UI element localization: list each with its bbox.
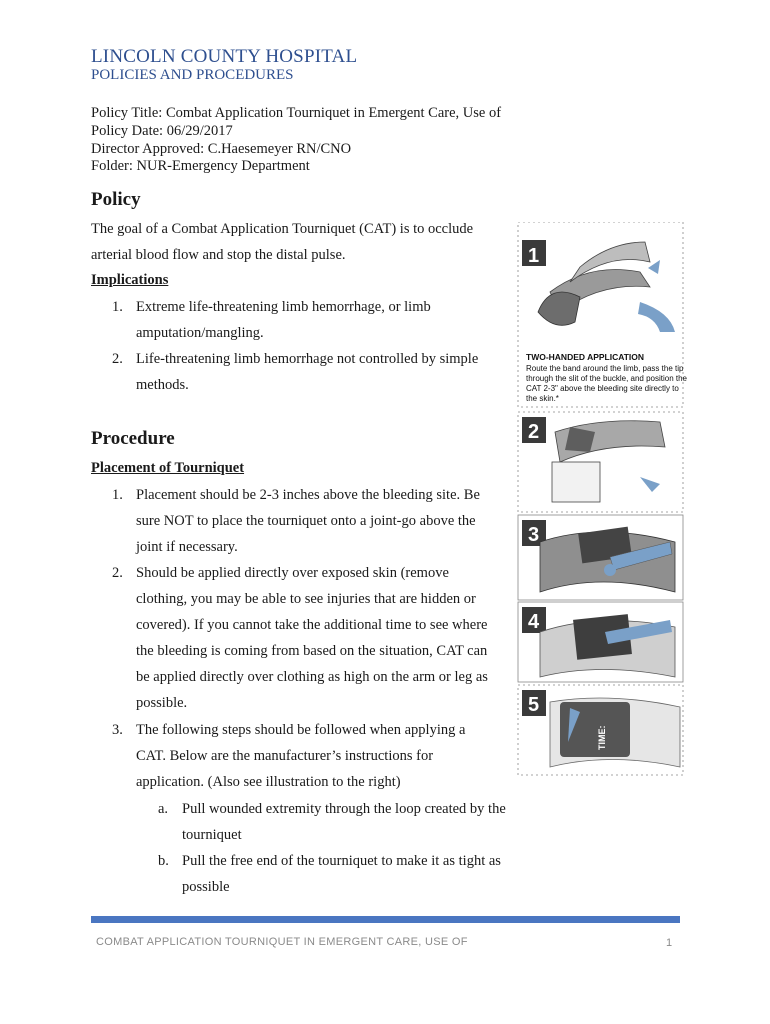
page-number: 1 bbox=[666, 937, 673, 949]
list-line: Pull the free end of the tourniquet to make it as tight as bbox=[182, 853, 501, 869]
implications-label: Implications bbox=[91, 272, 169, 288]
caption-line: through the slit of the buckle, and position the bbox=[526, 374, 687, 383]
policy-heading: Policy bbox=[91, 189, 141, 210]
list-number: 1. bbox=[112, 487, 123, 503]
list-line: possible. bbox=[136, 695, 188, 711]
list-line: Should be applied directly over exposed skin (remove bbox=[136, 565, 449, 581]
list-line: Pull wounded extremity through the loop created by the bbox=[182, 801, 506, 817]
caption-line: the skin.* bbox=[526, 394, 559, 403]
step-4-panel bbox=[518, 602, 683, 682]
policy-text-line2: arterial blood flow and stop the distal pulse. bbox=[91, 247, 346, 263]
list-number: 1. bbox=[112, 299, 123, 315]
list-letter: b. bbox=[158, 853, 169, 869]
list-number: 3. bbox=[112, 722, 123, 738]
caption-line: CAT 2-3" above the bleeding site directly to bbox=[526, 384, 679, 393]
policy-title: Policy Title: Combat Application Tourniquet in Emergent Care, Use of bbox=[91, 105, 502, 121]
step-1-panel bbox=[518, 222, 688, 407]
list-line: methods. bbox=[136, 377, 189, 393]
list-line: Life-threatening limb hemorrhage not controlled by simple bbox=[136, 351, 479, 367]
step-1-number: 1 bbox=[528, 245, 540, 267]
step-5-number: 5 bbox=[528, 694, 540, 716]
list-number: 2. bbox=[112, 351, 123, 367]
list-line: possible bbox=[182, 879, 230, 895]
policy-text-line1: The goal of a Combat Application Tourniquet (CAT) is to occlude bbox=[91, 221, 474, 237]
list-line: Placement should be 2-3 inches above the bleeding site. Be bbox=[136, 487, 480, 503]
list-line: The following steps should be followed when applying a bbox=[136, 722, 466, 738]
list-line: joint if necessary. bbox=[136, 539, 238, 555]
list-line: be applied directly over clothing as high on the arm or leg as bbox=[136, 669, 488, 685]
footer-bar bbox=[91, 916, 680, 923]
policies-subtitle: POLICIES AND PROCEDURES bbox=[91, 67, 294, 83]
footer-title: COMBAT APPLICATION TOURNIQUET IN EMERGENT CARE, USE OF bbox=[96, 936, 468, 948]
caption-line: Route the band around the limb, pass the tip bbox=[526, 364, 684, 373]
step-3-panel bbox=[518, 515, 683, 600]
policy-date: Policy Date: 06/29/2017 bbox=[91, 123, 233, 139]
list-line: amputation/mangling. bbox=[136, 325, 264, 341]
list-letter: a. bbox=[158, 801, 169, 817]
list-line: covered). If you cannot take the additional time to see where bbox=[136, 617, 488, 633]
list-line: sure NOT to place the tourniquet onto a joint-go above the bbox=[136, 513, 476, 529]
list-line: application. (Also see illustration to the right) bbox=[136, 774, 401, 790]
list-line: tourniquet bbox=[182, 827, 242, 843]
list-line: the bleeding is coming from based on the situation, CAT can bbox=[136, 643, 488, 659]
tourniquet-illustration bbox=[510, 222, 690, 782]
list-number: 2. bbox=[112, 565, 123, 581]
step-3-number: 3 bbox=[528, 524, 540, 546]
director-approved: Director Approved: C.Haesemeyer RN/CNO bbox=[91, 141, 352, 157]
step-2-panel bbox=[518, 412, 683, 512]
list-line: CAT. Below are the manufacturer’s instructions for bbox=[136, 748, 434, 764]
step-5-panel bbox=[518, 685, 683, 775]
step-4-number: 4 bbox=[528, 611, 540, 633]
step-2-number: 2 bbox=[528, 421, 540, 443]
time-label: TIME: bbox=[597, 725, 607, 750]
list-line: Extreme life-threatening limb hemorrhage, or limb bbox=[136, 299, 431, 315]
placement-label: Placement of Tourniquet bbox=[91, 460, 245, 476]
caption-title: TWO-HANDED APPLICATION bbox=[526, 352, 645, 362]
procedure-heading: Procedure bbox=[91, 428, 175, 449]
hospital-name: LINCOLN COUNTY HOSPITAL bbox=[91, 46, 358, 67]
folder: Folder: NUR-Emergency Department bbox=[91, 158, 310, 174]
list-line: clothing, you may be able to see injuries that are hidden or bbox=[136, 591, 476, 607]
